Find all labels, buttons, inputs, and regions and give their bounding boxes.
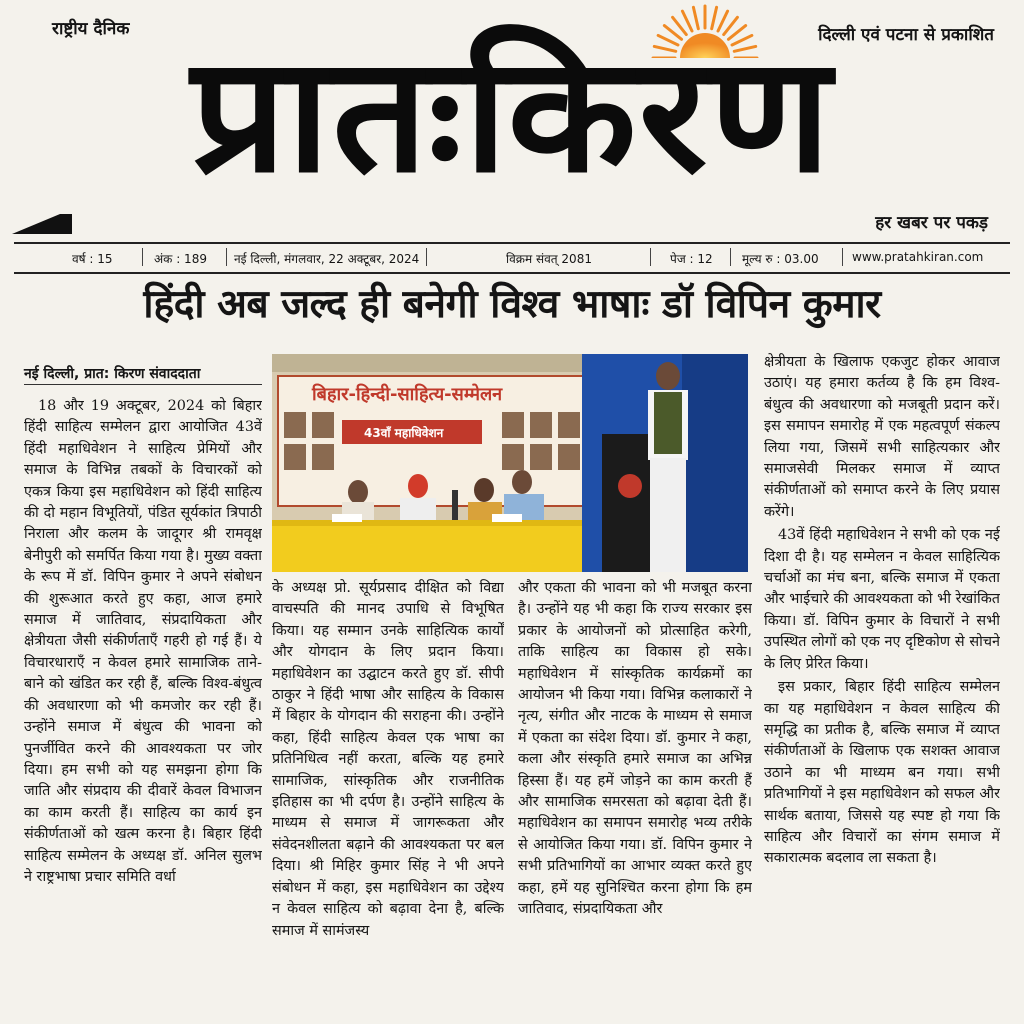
column-4-paragraph-1: क्षेत्रीयता के खिलाफ एकजुट होकर आवाज उठाएं। यह हमारा कर्तव्य है कि हम विश्व-बंधुत्व की अवधारणा को मजबूती प्रदान करें। इस समापन समारोह में एक महत्वपूर्ण संकल्प लिया गया, जिसमें सभी साहित्यकार और समाजसेवी मिलकर समाज में व्याप्त संकीर्णताओं को समाप्त करने के लिए प्रयास करेंगे।: [764, 354, 1000, 520]
column-4-paragraph-3: इस प्रकार, बिहार हिंदी साहित्य सम्मेलन का यह महाधिवेशन न केवल साहित्य की समृद्धि का प्रतीक है, बल्कि समाज में व्याप्त संकीर्णताओं के खिलाफ एक सशक्त आवाज उठाने का भी माध्यम बन गया। सभी प्रतिभागियों ने इस महाधिवेशन को सफल और सार्थक बताया, जिससे यह स्पष्ट हो गया कि साहित्य और विचारों का संगम समाज में सकारात्मक बदलाव ला सकता है।: [764, 679, 1000, 867]
column-3-paragraph: और एकता की भावना को भी मजबूत करना है। उन्होंने यह भी कहा कि राज्य सरकार इस प्रकार के आयोजनों को प्रोत्साहित करेगी, ताकि साहित्य का विकास हो सके। महाधिवेशन में सांस्कृतिक कार्यक्रमों का आयोजन भी किया गया। विभिन्न कलाकारों ने नृत्य, संगीत और नाटक के माध्यम से समाज में एकता का संदेश दिया। डॉ. कुमार ने कहा, कला और संस्कृति हमारे समाज का अभिन्न हिस्सा हैं। यह हमें जोड़ने का काम करती हैं और सामाजिक समरसता को बढ़ावा देती हैं। महाधिवेशन का समापन समारोह भव्य तरीके से आयोजित किया गया। डॉ. विपिन कुमार ने सभी प्रतिभागियों का आभार व्यक्त करते हुए कहा, हमें यह सुनिश्चित करना होगा कि हम जातिवाद, संप्रदायिकता और: [518, 580, 752, 918]
banner-title: बिहार-हिन्दी-साहित्य-सम्मेलन: [312, 384, 503, 405]
place-date-label: नई दिल्ली, मंगलवार, 22 अक्टूबर, 2024: [234, 252, 420, 266]
masthead-slash-icon: [12, 210, 72, 234]
published-from-label: दिल्ली एवं पटना से प्रकाशित: [818, 25, 994, 45]
pages-label: पेज : 12: [670, 252, 713, 266]
column-1-paragraph: 18 और 19 अक्टूबर, 2024 को बिहार हिंदी साहित्य सम्मेलन द्वारा आयोजित 43वें हिंदी महाधिवेशन ने साहित्य प्रेमियों और समाज के विभिन्न तबकों के विचारकों को एकत्र किया इस महाधिवेशन को हिंदी साहित्य की दो महान विभूतियों, पंडित सूर्यकांत त्रिपाठी निराला और कलम के जादूगर श्री रामवृक्ष बेनीपुरी को समर्पित किया गया है। मुख्य वक्ता के रूप में डॉ. विपिन कुमार ने अपने संबोधन की शुरूआत करते हुए कहा, आज हमारे समाज में जातिवाद, संप्रदायिकता और क्षेत्रीयता जैसी संकीर्णताएँ गहरी हो गई हैं। ये विचारधाराएँ न केवल हमारे सामाजिक ताने-बाने को खंडित कर रही हैं, बल्कि विश्व-बंधुत्व की अवधारणा को भी कमजोर कर रही हैं। उन्होंने समाज में बंधुत्व की भावना को पुनर्जीवित करने की आवश्यकता पर जोर दिया। हम सभी को यह समझना होगा कि जाति और संप्रदाय की दीवारें केवल विभाजन का काम करती हैं। साहित्य का कार्य इन संकीर्णताओं को खत्म करना है। बिहार हिंदी साहित्य सम्मेलन के अध्यक्ष डॉ. अनिल सुलभ ने राष्ट्रभाषा प्रचार समिति वर्धा: [24, 398, 262, 885]
issue-label: अंक : 189: [154, 252, 207, 266]
vikram-samvat-label: विक्रम संवत् 2081: [506, 252, 592, 266]
column-2-paragraph: के अध्यक्ष प्रो. सूर्यप्रसाद दीक्षित को विद्या वाचस्पति की मानद उपाधि से विभूषित किया। यह सम्मान उनके साहित्यिक कार्यों और योगदान के लिए प्रदान किया। महाधिवेशन का उद्घाटन करते हुए डॉ. सीपी ठाकुर ने हिंदी भाषा और साहित्य के विकास में बिहार के योगदान की सराहना की। उन्होंने कहा, हिंदी साहित्य केवल एक भाषा का प्रतिनिधित्व नहीं करता, बल्कि यह हमारे सामाजिक, सांस्कृतिक और राजनीतिक इतिहास का भी दर्पण है। उन्होंने साहित्य के माध्यम से समाज में जागरूकता और संवेदनशीलता बढ़ाने की आवश्यकता पर बल दिया। श्री मिहिर कुमार सिंह ने भी अपने संबोधन में कहा, इस महाधिवेशन का उद्देश्य न केवल साहित्य को बढ़ावा देना है, बल्कि समाज में सामंजस्य: [272, 580, 504, 939]
rashtriya-dainik-label: राष्ट्रीय दैनिक: [52, 19, 130, 39]
article-column-1: [24, 396, 262, 1020]
article-dateline: नई दिल्ली, प्रात: किरण संवाददाता: [24, 366, 201, 382]
edition-info-bar: [14, 242, 1010, 274]
year-label: वर्ष : 15: [72, 252, 113, 266]
banner-subtitle: 43वाँ महाधिवेशन: [364, 426, 444, 440]
article-column-3: [518, 578, 752, 1020]
tagline: हर खबर पर पकड़: [875, 213, 988, 233]
event-photo: [272, 354, 748, 572]
newspaper-title: प्रातःकिरण: [190, 21, 834, 208]
column-4-paragraph-2: 43वें हिंदी महाधिवेशन ने सभी को एक नई दिशा दी है। यह सम्मेलन न केवल साहित्यिक चर्चाओं का मंच बना, बल्कि समाज में एकता और भाईचारे की आवश्यकता को भी रेखांकित किया। डॉ. विपिन कुमार के विचारों ने सभी उपस्थित लोगों को एक नए दृष्टिकोण से सोचने के लिए प्रेरित किया।: [764, 527, 1000, 672]
article-column-2: [272, 578, 504, 1020]
article-column-4: [764, 352, 1000, 1020]
website-link[interactable]: www.pratahkiran.com: [852, 250, 984, 264]
article-headline: हिंदी अब जल्द ही बनेगी विश्व भाषाः डॉ विपिन कुमार: [143, 282, 881, 327]
price-label: मूल्य रु : 03.00: [742, 252, 819, 266]
dateline-divider: [24, 384, 262, 385]
